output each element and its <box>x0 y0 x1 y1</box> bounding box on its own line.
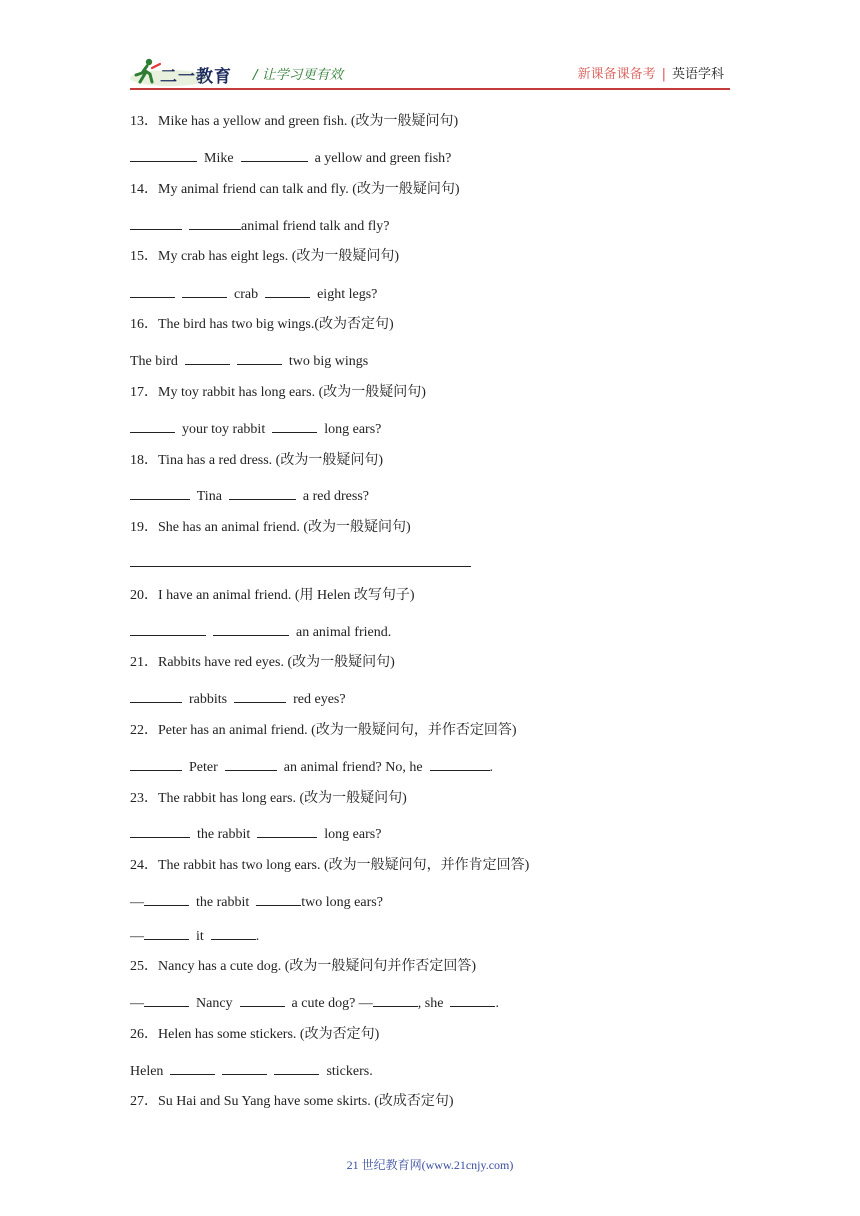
blank[interactable] <box>130 283 175 298</box>
blank[interactable] <box>130 418 175 433</box>
answer-text: Mike <box>204 151 234 166</box>
blank[interactable] <box>373 992 418 1007</box>
answer-text: animal friend talk and fly? <box>241 219 390 234</box>
blank[interactable] <box>265 283 310 298</box>
answer-text: an animal friend? No, he <box>283 760 423 775</box>
question-17: 17．My toy rabbit has long ears. (改为一般疑问句) <box>130 385 426 400</box>
answer-text: two big wings <box>288 354 369 369</box>
blank[interactable] <box>189 215 241 230</box>
question-22: 22．Peter has an animal friend. (改为一般疑问句，并作否定回答) <box>130 723 517 738</box>
answer-text: , she <box>417 996 444 1011</box>
answer-text: Nancy <box>196 996 233 1011</box>
answer-line-24a <box>130 891 383 912</box>
blank[interactable] <box>130 621 206 636</box>
header-slogan: / 让学习更有效 <box>253 67 343 83</box>
blank[interactable] <box>241 147 308 162</box>
blank[interactable] <box>272 418 317 433</box>
answer-line-21 <box>130 688 346 709</box>
logo-text: 二一教育 <box>160 67 232 87</box>
blank[interactable] <box>222 1060 267 1075</box>
blank[interactable] <box>225 756 277 771</box>
header-divider <box>130 88 730 90</box>
answer-line-23 <box>130 823 381 844</box>
header-separator: | <box>661 67 666 82</box>
answer-text: a yellow and green fish? <box>314 151 452 166</box>
answer-text: Helen <box>130 1064 164 1079</box>
answer-line-15 <box>130 283 377 304</box>
blank[interactable] <box>144 992 189 1007</box>
question-27: 27．Su Hai and Su Yang have some skirts. (改成否定句) <box>130 1094 454 1109</box>
blank[interactable] <box>430 756 490 771</box>
answer-text: . <box>495 996 499 1011</box>
answer-text: an animal friend. <box>296 625 392 640</box>
answer-line-26 <box>130 1060 373 1081</box>
answer-line-24b <box>130 925 259 946</box>
blank[interactable] <box>240 992 285 1007</box>
question-25: 25．Nancy has a cute dog. (改为一般疑问句并作否定回答) <box>130 959 477 974</box>
blank[interactable] <box>170 1060 215 1075</box>
answer-text: two long ears? <box>301 895 383 910</box>
answer-text: your toy rabbit <box>182 422 266 437</box>
blank[interactable] <box>130 147 197 162</box>
answer-line-18 <box>130 485 369 506</box>
answer-text: it <box>196 929 204 944</box>
answer-text: rabbits <box>189 692 228 707</box>
question-24: 24．The rabbit has two long ears. (改为一般疑问句，并作肯定回答) <box>130 858 530 873</box>
answer-line-25 <box>130 992 499 1013</box>
answer-text: The bird <box>130 354 178 369</box>
question-21: 21．Rabbits have red eyes. (改为一般疑问句) <box>130 655 395 670</box>
dash: — <box>130 929 144 944</box>
answer-text: long ears? <box>324 827 382 842</box>
blank[interactable] <box>257 823 317 838</box>
answer-text: the rabbit <box>197 827 251 842</box>
blank[interactable] <box>130 823 190 838</box>
answer-text: Peter <box>189 760 218 775</box>
answer-line-13 <box>130 147 451 168</box>
blank[interactable] <box>144 891 189 906</box>
blank[interactable] <box>182 283 227 298</box>
answer-line-17 <box>130 418 381 439</box>
answer-text: . <box>489 760 494 775</box>
question-26: 26．Helen has some stickers. (改为否定句) <box>130 1027 380 1042</box>
blank[interactable] <box>130 756 182 771</box>
page-footer: 21 世纪教育网(www.21cnjy.com) <box>346 1158 514 1172</box>
blank[interactable] <box>274 1060 319 1075</box>
blank[interactable] <box>213 621 289 636</box>
blank[interactable] <box>211 925 256 940</box>
answer-text: the rabbit <box>196 895 250 910</box>
answer-text: eight legs? <box>317 287 378 302</box>
answer-line-20 <box>130 621 391 642</box>
page-header <box>130 56 730 90</box>
blank[interactable] <box>256 891 301 906</box>
answer-text: stickers. <box>326 1064 373 1079</box>
question-23: 23．The rabbit has long ears. (改为一般疑问句) <box>130 791 407 806</box>
blank[interactable] <box>130 485 190 500</box>
blank[interactable] <box>450 992 495 1007</box>
answer-text: long ears? <box>324 422 382 437</box>
question-15: 15．My crab has eight legs. (改为一般疑问句) <box>130 249 400 264</box>
answer-text: . <box>255 929 260 944</box>
blank[interactable] <box>130 215 182 230</box>
blank[interactable] <box>130 688 182 703</box>
question-18: 18．Tina has a red dress. (改为一般疑问句) <box>130 453 384 468</box>
blank[interactable] <box>237 350 282 365</box>
question-13: 13．Mike has a yellow and green fish. (改为一般疑问句) <box>130 114 459 129</box>
answer-text: a cute dog? — <box>291 996 373 1011</box>
answer-blank-19[interactable] <box>130 566 471 567</box>
answer-line-22 <box>130 756 493 777</box>
answer-line-16 <box>130 350 368 371</box>
dash: — <box>130 895 144 910</box>
blank[interactable] <box>234 688 286 703</box>
header-subject: 英语学科 <box>671 67 724 82</box>
question-14: 14．My animal friend can talk and fly. (改为一般疑问句) <box>130 182 460 197</box>
question-20: 20．I have an animal friend. (用 Helen 改写句子) <box>130 588 415 603</box>
dash: — <box>130 996 144 1011</box>
blank[interactable] <box>229 485 296 500</box>
blank[interactable] <box>185 350 230 365</box>
question-16: 16．The bird has two big wings.(改为否定句) <box>130 317 394 332</box>
answer-text: red eyes? <box>293 692 346 707</box>
answer-text: a red dress? <box>302 489 369 504</box>
answer-text: Tina <box>196 489 222 504</box>
header-title: 新课备课备考 <box>577 67 656 82</box>
answer-text: crab <box>234 287 259 302</box>
question-19: 19．She has an animal friend. (改为一般疑问句) <box>130 520 411 535</box>
answer-line-14 <box>130 215 390 236</box>
blank[interactable] <box>144 925 189 940</box>
header-right <box>578 63 724 82</box>
